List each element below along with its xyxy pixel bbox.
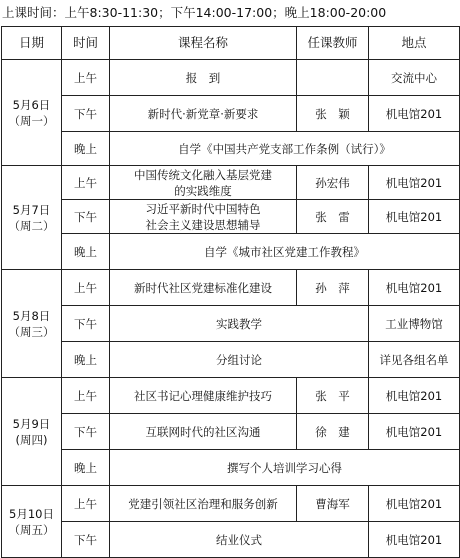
table-row bbox=[2, 166, 460, 200]
time-cell: 晚上 bbox=[62, 132, 110, 166]
column-header-course: 课程名称 bbox=[110, 27, 297, 60]
column-header-teacher: 任课教师 bbox=[297, 27, 369, 60]
weekday-label: （周五） bbox=[8, 522, 55, 537]
teacher-cell: 张 雷 bbox=[297, 200, 369, 234]
table-row bbox=[2, 270, 460, 306]
course-cell bbox=[110, 200, 297, 234]
table-row bbox=[2, 378, 460, 414]
time-cell: 上午 bbox=[62, 486, 110, 522]
table-row bbox=[2, 522, 460, 558]
course-cell-merged: 自学《城市社区党建工作教程》 bbox=[110, 234, 460, 270]
course-cell: 分组讨论 bbox=[110, 342, 369, 378]
location-cell: 机电馆201 bbox=[369, 486, 460, 522]
teacher-cell: 曹海军 bbox=[297, 486, 369, 522]
table-row bbox=[2, 200, 460, 234]
date-cell bbox=[2, 270, 62, 378]
course-line: 社会主义建设思想辅导 bbox=[145, 217, 261, 232]
location-cell: 机电馆201 bbox=[369, 414, 460, 450]
weekday-label: (周四) bbox=[15, 432, 48, 447]
time-cell: 晚上 bbox=[62, 342, 110, 378]
weekday-label: （周一） bbox=[8, 113, 55, 128]
location-cell: 详见各组名单 bbox=[369, 342, 460, 378]
date-label: 5月10日 bbox=[9, 506, 54, 521]
date-label: 5月6日 bbox=[12, 97, 51, 112]
teacher-cell: 徐 建 bbox=[297, 414, 369, 450]
column-header-location: 地点 bbox=[369, 27, 460, 60]
course-cell: 报 到 bbox=[110, 60, 297, 96]
date-label: 5月7日 bbox=[12, 202, 51, 217]
time-cell: 下午 bbox=[62, 414, 110, 450]
date-cell bbox=[2, 166, 62, 270]
course-line: 的实践维度 bbox=[174, 183, 232, 198]
course-cell: 党建引领社区治理和服务创新 bbox=[110, 486, 297, 522]
table-row bbox=[2, 306, 460, 342]
time-cell: 上午 bbox=[62, 270, 110, 306]
table-header-row bbox=[2, 27, 460, 60]
time-cell: 晚上 bbox=[62, 450, 110, 486]
location-cell: 机电馆201 bbox=[369, 166, 460, 200]
time-cell: 下午 bbox=[62, 522, 110, 558]
time-cell: 上午 bbox=[62, 166, 110, 200]
time-cell: 下午 bbox=[62, 306, 110, 342]
date-label: 5月9日 bbox=[12, 416, 51, 431]
time-cell: 晚上 bbox=[62, 234, 110, 270]
teacher-cell: 张 颖 bbox=[297, 96, 369, 132]
weekday-label: （周三） bbox=[8, 324, 55, 339]
table-row bbox=[2, 414, 460, 450]
table-row bbox=[2, 486, 460, 522]
table-row bbox=[2, 60, 460, 96]
date-cell bbox=[2, 486, 62, 558]
location-cell: 机电馆201 bbox=[369, 378, 460, 414]
date-cell bbox=[2, 60, 62, 166]
course-cell bbox=[110, 166, 297, 200]
teacher-cell: 孙宏伟 bbox=[297, 166, 369, 200]
course-line: 中国传统文化融入基层党建 bbox=[134, 167, 272, 182]
location-cell: 机电馆201 bbox=[369, 522, 460, 558]
time-cell: 下午 bbox=[62, 200, 110, 234]
table-row bbox=[2, 342, 460, 378]
teacher-cell: 张 平 bbox=[297, 378, 369, 414]
date-cell bbox=[2, 378, 62, 486]
course-cell-merged: 撰写个人培训学习心得 bbox=[110, 450, 460, 486]
course-cell: 实践教学 bbox=[110, 306, 369, 342]
table-row bbox=[2, 132, 460, 166]
table-row bbox=[2, 450, 460, 486]
weekday-label: （周二） bbox=[8, 218, 55, 233]
course-line: 习近平新时代中国特色 bbox=[145, 201, 261, 216]
course-cell-merged: 自学《中国共产党支部工作条例（试行）》 bbox=[110, 132, 460, 166]
location-cell: 机电馆201 bbox=[369, 270, 460, 306]
teacher-cell bbox=[297, 60, 369, 96]
location-cell: 工业博物馆 bbox=[369, 306, 460, 342]
column-header-date: 日期 bbox=[2, 27, 62, 60]
course-cell: 新时代社区党建标准化建设 bbox=[110, 270, 297, 306]
course-cell: 新时代·新党章·新要求 bbox=[110, 96, 297, 132]
location-cell: 交流中心 bbox=[369, 60, 460, 96]
location-cell: 机电馆201 bbox=[369, 200, 460, 234]
table-row bbox=[2, 96, 460, 132]
time-cell: 下午 bbox=[62, 96, 110, 132]
course-cell: 结业仪式 bbox=[110, 522, 369, 558]
class-time-header: 上课时间：上午8:30-11:30；下午14:00-17:00；晚上18:00-20:00 bbox=[2, 5, 387, 20]
time-cell: 上午 bbox=[62, 378, 110, 414]
column-header-time: 时间 bbox=[62, 27, 110, 60]
schedule-table bbox=[1, 26, 460, 558]
time-cell: 上午 bbox=[62, 60, 110, 96]
course-cell: 社区书记心理健康维护技巧 bbox=[110, 378, 297, 414]
teacher-cell: 孙 萍 bbox=[297, 270, 369, 306]
location-cell: 机电馆201 bbox=[369, 96, 460, 132]
course-cell: 互联网时代的社区沟通 bbox=[110, 414, 297, 450]
table-row bbox=[2, 234, 460, 270]
date-label: 5月8日 bbox=[12, 308, 51, 323]
